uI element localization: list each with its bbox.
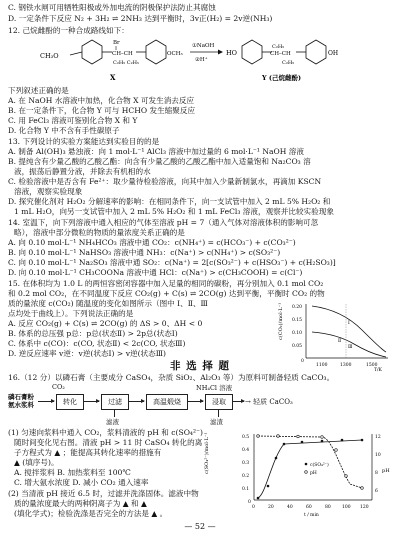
text-line: 下列叙述正确的是: [8, 86, 69, 95]
right-tick: 12: [375, 435, 381, 440]
right-tick: 10: [375, 453, 381, 458]
option-b: B. 向 0.10 mol·L⁻¹ NaHSO₃ 溶液中通 NH₃：c(Na⁺) > c(NH₄⁺) > c(SO₃²⁻): [8, 248, 281, 257]
question-16-stem: 16.（12 分）以磷石膏（主要成分 CaSO₄，杂质 SiO₂、Al₂O₃ 等）为原料可制备轻质 CaCO₃。: [8, 373, 335, 382]
section-title: 非 选 择 题: [170, 360, 230, 372]
q16-part1-cont: 子方程式为 ▲ ；能提高其转化速率的措施有: [14, 448, 162, 457]
flow-arrow: [218, 409, 219, 417]
option-c-cont: 溶液，观察实验现象: [14, 187, 83, 196]
left-tick: 0: [248, 500, 251, 505]
y-tick: 0.10: [292, 331, 303, 336]
flow-step-filter: 过滤: [101, 394, 129, 410]
q16-option-ab: A. 搅拌浆料 B. 加热浆料至 100℃: [14, 468, 131, 477]
svg-text:CH–CH: CH–CH: [112, 51, 133, 57]
option-b: B. 提纯含有少量乙酸的乙酸乙酯：向含有少量乙酸的乙酸乙酯中加入适量饱和 Na₂CO₃ 溶: [8, 157, 311, 166]
left-tick: 0.4: [242, 448, 250, 453]
question-14-stem-cont: 略），溶液中部分微粒的物质的量浓度关系正确的是: [14, 228, 185, 237]
question-15-stem: 15. 在体积均为 1.0 L 的两恒容密闭容器中加入足量的相同的碳粉，再分别加入 0.1 mol CO₂: [8, 279, 324, 288]
svg-text:OCH₃: OCH₃: [167, 51, 183, 57]
option-c: C. 体系中 c(CO)：c(CO, 状态Ⅱ) < 2c(CO, 状态Ⅲ): [8, 339, 186, 348]
sulfate-markers: [257, 439, 364, 500]
y-axis-label: c(CO₂)/mol·L⁻¹: [278, 302, 284, 340]
flow-filtrate: 滤液: [106, 418, 119, 426]
svg-text:C₂H₅: C₂H₅: [282, 60, 295, 66]
x-tick: 1100: [316, 363, 328, 368]
question-13-stem: 13. 下列设计的实验方案能达到实验目的的是: [8, 137, 160, 146]
series-sulfate: [258, 440, 362, 498]
y-tick: 0: [301, 359, 304, 364]
question-15-stem-cont: 和 0.2 mol CO₂，在不同温度下反应 CO₂(g) + C(s) ⇌ 2CO(g) 达到平衡，平衡时 CO₂ 的物: [8, 289, 325, 298]
x-tick: 1500: [366, 363, 378, 368]
q16-part2-cont: 质的量浓度最大的两种阴离子为 ▲ 和 ▲: [14, 499, 147, 508]
legend-sulfate: c(SO₄²⁻): [310, 463, 329, 468]
option-c: C. 检验溶液中是否含有 Fe²⁺：取少量待检验溶液，向其中加入少量新制氯水，再滴加 KSCN: [8, 177, 322, 186]
question-12-stem: 12. 己烷雌酚的一种合成路线如下：: [8, 26, 129, 35]
flow-product: → 轻质 CaCO₃: [245, 398, 293, 406]
option-d-cont: 1 mL H₂O，向另一支试管中加入 2 mL 5% H₂O₂ 和 1 mL FeCl₃ 溶液，观察并比较实验现象: [14, 207, 334, 216]
compound-y-label: Y (己烷雌酚): [262, 74, 302, 82]
right-tick: 8: [375, 471, 378, 476]
point-label: Ⅰ: [348, 321, 350, 326]
legend-ph: pH: [310, 471, 317, 476]
option-b: B. 在一定条件下，化合物 Y 可与 HCHO 发生缩聚反应: [8, 106, 196, 115]
q16-flow-diagram: [8, 385, 398, 425]
flow-input: 磷石膏粉 氨水浆料: [8, 393, 34, 409]
flow-nh4cl: NH₄Cl 溶液: [196, 384, 233, 392]
q16-part1: (1) 匀速向浆料中通入 CO₂，浆料清液的 pH 和 c(SO₄²⁻): [8, 428, 203, 437]
x-tick: 40: [287, 505, 293, 510]
y-substituent: HO: [226, 49, 237, 57]
option-b: B. 体系的总压强 p总：p总(状态Ⅱ) > 2p总(状态Ⅰ): [8, 329, 178, 338]
flow-arrow: [128, 401, 144, 402]
flow-step-calcine: 高温煅烧: [146, 394, 188, 410]
question-15-stem-cont: 点均处于曲线上）。下列说法正确的是: [8, 309, 134, 318]
reagent-2: ②H⁺: [195, 57, 208, 63]
flow-gas: CO₂: [52, 383, 65, 391]
option-c: C. 用 FeCl₃ 溶液可鉴别化合物 X 和 Y: [8, 116, 138, 125]
x-tick: 120: [360, 505, 369, 510]
left-axis-label: c(SO₄²⁻)/mol·L⁻¹: [204, 432, 210, 474]
option-c: C. 向 0.10 mol·L⁻¹ Na₂SO₃ 溶液中通 SO₂：c(Na⁺) = 2[c(SO₃²⁻) + c(HSO₃⁻) + c(H₂SO₃)]: [8, 258, 336, 267]
flow-arrow: [114, 409, 115, 417]
x-axis-label: t / min: [304, 513, 319, 518]
text-line: C. 钢铁水闸可用牺牲阳极或外加电流的阴极保护法防止其腐蚀: [8, 3, 216, 12]
q16-part1-cont: ▲ (填序号)。: [14, 458, 59, 467]
left-tick: 0.1: [242, 487, 250, 492]
reagent-1: ①NaOH: [192, 43, 215, 49]
svg-text:CH–CH: CH–CH: [270, 51, 291, 57]
x-tick: 100: [342, 505, 351, 510]
x-tick: 80: [325, 505, 331, 510]
left-tick: 0.5: [242, 435, 250, 440]
question-15-stem-cont: 质的量浓度 c(CO₂) 随温度的变化如图所示（图中 Ⅰ、Ⅱ、Ⅲ: [8, 299, 208, 308]
right-tick: 6: [375, 489, 378, 494]
q16-part2: (2) 当清液 pH 接近 6.5 时，过滤并洗涤固体。滤液中物: [8, 489, 199, 498]
y-tick: 0.20: [292, 305, 303, 310]
option-d: D. 探究催化剂对 H₂O₂ 分解速率的影响：在相同条件下，向一支试管中加入 2 mL 5% H₂O₂ 和: [8, 197, 331, 206]
flow-arrow: [38, 401, 54, 402]
flow-arrow: [83, 401, 99, 402]
option-a: A. 制备 Al(OH)₃ 悬浊液：向 1 mol·L⁻¹ AlCl₃ 溶液中加过量的 6 mol·L⁻¹ NaOH 溶液: [8, 147, 304, 156]
right-axis-label: pH: [382, 468, 390, 474]
option-d: D. 化合物 Y 中不含有手性碳原子: [8, 126, 120, 135]
option-d: D. 向 0.10 mol·L⁻¹ CH₃COONa 溶液中通 HCl：c(Na⁺) > c(CH₃COOH) = c(Cl⁻): [8, 268, 303, 277]
flow-residue: 滤渣: [210, 418, 223, 426]
x-tick: 60: [306, 505, 312, 510]
flow-step-leach: 浸取: [205, 394, 233, 410]
left-tick: 0.3: [242, 461, 250, 466]
left-tick: 0.2: [242, 474, 250, 479]
svg-text:C₂H₅: C₂H₅: [272, 44, 285, 50]
question-14-stem: 14. 室温下，向下列溶液中通入相应的气体至溶液 pH = 7（通入气体对溶液体积的影响可忽: [8, 218, 319, 227]
q12-reaction-scheme: [40, 36, 360, 84]
svg-text:OH: OH: [328, 50, 339, 57]
x-substituent: CH₃O: [40, 52, 59, 60]
option-b-cont: 液，振荡后静置分液，并除去有机相的水: [14, 167, 151, 176]
option-d: D. 逆反应速率 v逆：v逆(状态Ⅰ) > v逆(状态Ⅲ): [8, 349, 167, 358]
compound-x-label: X: [110, 73, 116, 82]
option-a: A. 向 0.10 mol·L⁻¹ NH₄HCO₃ 溶液中通 CO₂：c(NH₄⁺) = c(HCO₃⁻) + c(CO₃²⁻): [8, 238, 296, 247]
q16-part1-cont: 随时间变化见右图。清液 pH > 11 时 CaSO₄ 转化的离: [14, 438, 203, 447]
flow-arrow: [232, 401, 244, 402]
y-tick: 0.05: [292, 344, 303, 349]
svg-text:C₂H₅ C₂H₅: C₂H₅ C₂H₅: [113, 60, 139, 66]
q16-option-cd: C. 增大氨水浓度 D. 减小 CO₂ 通入速率: [14, 478, 149, 487]
flow-step-convert: 转化: [56, 394, 84, 410]
option-a: A. 反应 CO₂(g) + C(s) ⇌ 2CO(g) 的 ΔS > 0、ΔH < 0: [8, 319, 203, 328]
x-tick: 20: [268, 505, 274, 510]
page-number: — 52 —: [184, 522, 216, 531]
option-a: A. 在 NaOH 水溶液中加热，化合物 X 可发生消去反应: [8, 96, 195, 105]
x-tick: 0: [252, 505, 255, 510]
text-line: D. 一定条件下反应 N₂ + 3H₂ ⇌ 2NH₃ 达到平衡时，3v正(H₂) = 2v逆(NH₃): [8, 14, 273, 23]
flow-arrow: [187, 401, 203, 402]
x-axis-label: T/K: [374, 368, 382, 373]
svg-text:Br: Br: [113, 40, 120, 46]
x-tick: 1300: [340, 363, 352, 368]
y-tick: 0.15: [292, 318, 303, 323]
point-label: Ⅲ: [348, 345, 353, 350]
q16-chart: [204, 428, 392, 518]
point-label: Ⅱ: [338, 339, 342, 344]
series-ph: [258, 436, 362, 488]
q16-part2-cont: (填化学式)；检验洗涤是否完全的方法是 ▲ 。: [14, 509, 168, 518]
